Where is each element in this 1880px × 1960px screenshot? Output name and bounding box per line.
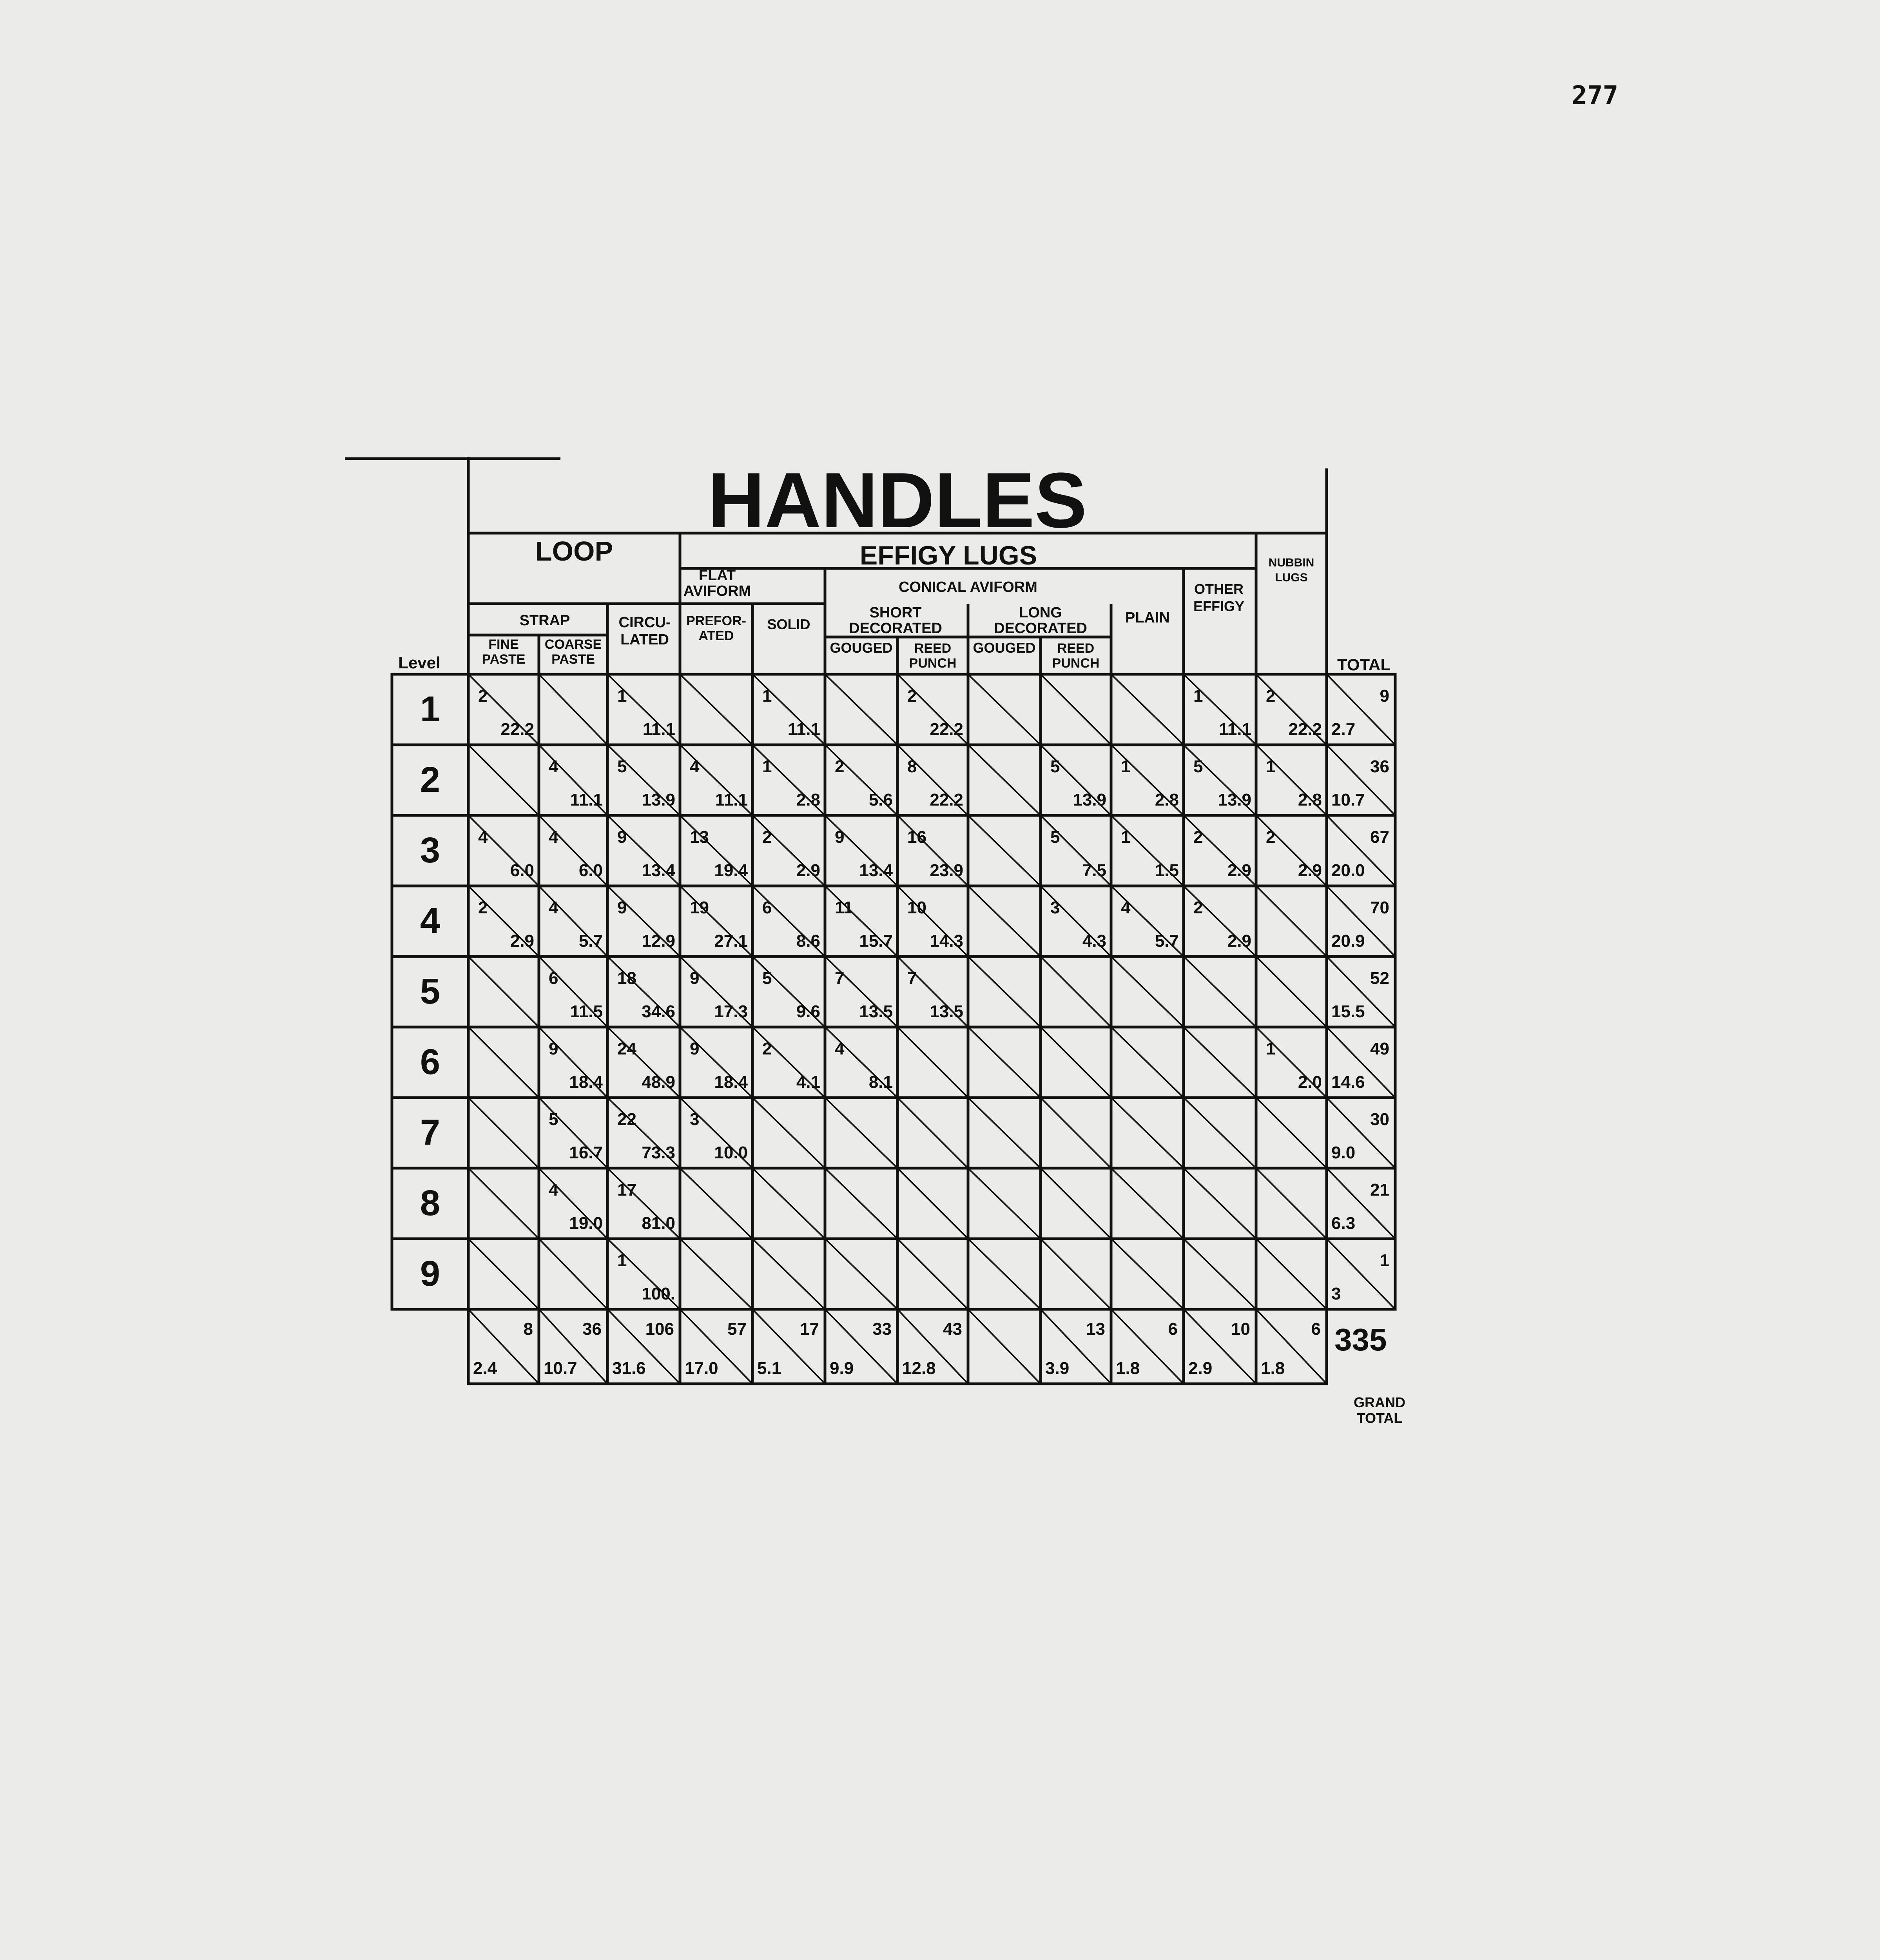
cell-diagonal [1111, 1098, 1184, 1168]
cell-diagonal [1256, 1168, 1327, 1239]
data-cell-count: 9 [690, 1039, 700, 1058]
column-label: COARSE [544, 637, 602, 652]
column-total-count: 8 [523, 1319, 533, 1339]
row-total-count: 49 [1370, 1039, 1389, 1058]
cell-diagonal [1184, 1027, 1256, 1098]
cell-diagonal [752, 1098, 825, 1168]
level-number: 2 [420, 760, 441, 800]
header-long-decorated: DECORATED [994, 620, 1087, 637]
column-total-percent: 2.9 [1188, 1359, 1213, 1378]
data-cell-percent: 2.0 [1298, 1073, 1322, 1092]
data-cell-count: 1 [1121, 828, 1131, 847]
column-total-percent: 17.0 [685, 1359, 718, 1378]
header-strap: STRAP [519, 612, 570, 629]
data-cell-count: 4 [835, 1039, 845, 1058]
data-cell-count: 2 [1266, 828, 1276, 847]
column-label: PASTE [551, 652, 595, 667]
level-number: 3 [420, 830, 441, 870]
cell-diagonal [1041, 1098, 1111, 1168]
cell-diagonal [897, 1027, 968, 1098]
column-total-count: 6 [1168, 1319, 1178, 1339]
cell-diagonal [968, 815, 1041, 886]
data-cell-percent: 13.5 [859, 1002, 893, 1021]
data-cell-percent: 11.1 [715, 790, 748, 809]
row-total-count: 30 [1370, 1110, 1389, 1129]
cell-diagonal [1111, 1168, 1184, 1239]
header-circulated: CIRCU- [618, 614, 671, 631]
column-total-count: 17 [800, 1319, 819, 1339]
data-cell-percent: 15.7 [859, 931, 893, 951]
data-cell-percent: 11.1 [642, 720, 675, 739]
data-cell-count: 2 [1266, 686, 1276, 706]
data-cell-percent: 2.8 [1298, 790, 1322, 809]
row-total-percent: 3 [1331, 1284, 1341, 1303]
data-cell-percent: 2.8 [1155, 790, 1179, 809]
data-cell-count: 9 [690, 969, 700, 988]
cell-diagonal [1111, 956, 1184, 1027]
data-cell-count: 5 [1050, 828, 1060, 847]
data-cell-count: 4 [549, 757, 558, 776]
cell-diagonal [680, 1168, 752, 1239]
column-total-count: 43 [943, 1319, 962, 1339]
data-cell-percent: 19.0 [569, 1214, 603, 1233]
column-total-percent: 3.9 [1045, 1359, 1070, 1378]
data-cell-count: 4 [549, 898, 558, 917]
data-cell-percent: 6.0 [578, 861, 603, 880]
data-cell-percent: 19.4 [714, 861, 748, 880]
cell-diagonal [825, 1239, 897, 1309]
data-cell-count: 2 [835, 757, 845, 776]
row-total-percent: 15.5 [1331, 1002, 1365, 1021]
data-cell-count: 6 [549, 969, 558, 988]
column-total-count: 6 [1311, 1319, 1321, 1339]
cell-diagonal [968, 1239, 1041, 1309]
column-total-count: 13 [1086, 1319, 1105, 1339]
data-cell-percent: 4.3 [1082, 931, 1106, 951]
data-cell-percent: 22.2 [1288, 720, 1322, 739]
data-cell-percent: 81.0 [642, 1214, 675, 1233]
data-cell-percent: 2.9 [1227, 931, 1251, 951]
row-total-percent: 14.6 [1331, 1073, 1365, 1092]
data-cell-percent: 8.6 [796, 931, 820, 951]
data-cell-count: 4 [690, 757, 700, 776]
data-cell-count: 7 [907, 969, 917, 988]
level-number: 9 [420, 1254, 441, 1294]
cell-diagonal [468, 956, 539, 1027]
column-label: PUNCH [909, 656, 957, 671]
cell-diagonal [468, 1098, 539, 1168]
data-cell-count: 5 [1050, 757, 1060, 776]
data-cell-count: 5 [617, 757, 627, 776]
cell-diagonal [1111, 674, 1184, 745]
column-total-count: 106 [645, 1319, 674, 1339]
data-cell-count: 9 [617, 828, 627, 847]
data-cell-count: 2 [907, 686, 917, 706]
cell-diagonal [1184, 956, 1256, 1027]
data-cell-percent: 22.2 [930, 720, 963, 739]
header-plain: PLAIN [1125, 610, 1170, 626]
row-total-percent: 10.7 [1331, 790, 1365, 809]
data-cell-count: 1 [762, 686, 772, 706]
column-label: GOUGED [830, 640, 893, 656]
level-number: 6 [420, 1042, 441, 1082]
data-cell-percent: 18.4 [714, 1073, 748, 1092]
row-total-count: 67 [1370, 828, 1389, 847]
data-cell-count: 1 [1266, 1039, 1276, 1058]
cell-diagonal [825, 1168, 897, 1239]
data-cell-percent: 2.9 [796, 861, 820, 880]
cell-diagonal [968, 1309, 1041, 1384]
row-total-percent: 20.0 [1331, 861, 1365, 880]
row-total-count: 1 [1380, 1251, 1389, 1270]
data-cell-count: 9 [549, 1039, 558, 1058]
data-cell-percent: 6.0 [510, 861, 534, 880]
column-total-percent: 12.8 [902, 1359, 936, 1378]
data-cell-count: 18 [617, 969, 636, 988]
header-circulated: LATED [620, 632, 669, 648]
data-cell-percent: 48.9 [642, 1073, 675, 1092]
data-cell-percent: 73.3 [642, 1143, 675, 1162]
row-total-count: 9 [1380, 686, 1389, 706]
data-cell-count: 4 [1121, 898, 1131, 917]
row-total-count: 52 [1370, 969, 1389, 988]
data-cell-count: 7 [835, 969, 845, 988]
header-grand-total: TOTAL [1356, 1410, 1403, 1426]
cell-diagonal [968, 1098, 1041, 1168]
data-cell-percent: 27.1 [714, 931, 748, 951]
cell-diagonal [1184, 1168, 1256, 1239]
cell-diagonal [539, 674, 607, 745]
data-cell-percent: 23.9 [930, 861, 963, 880]
data-cell-percent: 1.5 [1155, 861, 1179, 880]
data-cell-count: 4 [549, 828, 558, 847]
row-total-count: 70 [1370, 898, 1389, 917]
header-flat-aviform: AVIFORM [683, 583, 751, 599]
row-total-percent: 2.7 [1331, 720, 1356, 739]
cell-diagonal [1184, 1239, 1256, 1309]
data-cell-percent: 5.7 [578, 931, 603, 951]
data-cell-count: 1 [617, 1251, 627, 1270]
column-total-count: 36 [582, 1319, 602, 1339]
column-label: SOLID [767, 616, 810, 632]
header-nubbin-lugs: LUGS [1275, 571, 1308, 584]
column-total-count: 57 [727, 1319, 747, 1339]
data-cell-count: 6 [762, 898, 772, 917]
row-total-percent: 9.0 [1331, 1143, 1356, 1162]
data-cell-percent: 8.1 [868, 1073, 893, 1092]
cell-diagonal [968, 745, 1041, 815]
data-cell-percent: 13.5 [930, 1002, 963, 1021]
cell-diagonal [1256, 886, 1327, 956]
data-cell-percent: 5.6 [868, 790, 893, 809]
data-cell-count: 5 [1193, 757, 1203, 776]
data-cell-percent: 34.6 [642, 1002, 675, 1021]
cell-diagonal [1111, 1027, 1184, 1098]
row-total-count: 21 [1370, 1180, 1389, 1200]
cell-diagonal [468, 1027, 539, 1098]
cell-diagonal [897, 1239, 968, 1309]
header-long-decorated: LONG [1019, 604, 1062, 621]
cell-diagonal [897, 1168, 968, 1239]
header-grand-total: GRAND [1354, 1394, 1405, 1410]
cell-diagonal [1256, 1239, 1327, 1309]
cell-diagonal [1041, 674, 1111, 745]
data-cell-count: 2 [1193, 828, 1203, 847]
column-label: PASTE [482, 652, 526, 667]
header-short-decorated: DECORATED [849, 620, 942, 637]
column-label: PREFOR- [686, 613, 746, 628]
cell-diagonal [968, 674, 1041, 745]
column-total-count: 10 [1231, 1319, 1250, 1339]
level-number: 8 [420, 1183, 441, 1223]
data-cell-count: 19 [690, 898, 709, 917]
level-number: 4 [420, 901, 441, 941]
table-title: HANDLES [708, 457, 1087, 544]
data-cell-count: 2 [762, 1039, 772, 1058]
data-cell-percent: 13.9 [642, 790, 675, 809]
column-total-percent: 9.9 [830, 1359, 854, 1378]
column-label: REED [1057, 641, 1095, 656]
grand-total-value: 335 [1334, 1322, 1387, 1357]
column-total-percent: 1.8 [1261, 1359, 1285, 1378]
column-total-count: 33 [872, 1319, 892, 1339]
cell-diagonal [1041, 1168, 1111, 1239]
cell-diagonal [468, 1239, 539, 1309]
cell-diagonal [680, 1239, 752, 1309]
data-cell-count: 2 [1193, 898, 1203, 917]
cell-diagonal [468, 745, 539, 815]
data-cell-percent: 5.7 [1155, 931, 1179, 951]
cell-diagonal [752, 1239, 825, 1309]
cell-diagonal [752, 1168, 825, 1239]
data-cell-percent: 7.5 [1082, 861, 1106, 880]
data-cell-count: 5 [762, 969, 772, 988]
data-cell-percent: 22.2 [500, 720, 534, 739]
column-total-percent: 31.6 [612, 1359, 646, 1378]
cell-diagonal [968, 1027, 1041, 1098]
data-cell-count: 5 [549, 1110, 558, 1129]
cell-diagonal [897, 1098, 968, 1168]
data-cell-percent: 100. [642, 1284, 675, 1303]
data-cell-percent: 11.1 [1218, 720, 1251, 739]
column-total-percent: 2.4 [473, 1359, 497, 1378]
data-cell-count: 22 [617, 1110, 636, 1129]
row-total-percent: 6.3 [1331, 1214, 1356, 1233]
header-flat-aviform: FLAT [698, 567, 736, 584]
header-other-effigy: EFFIGY [1193, 598, 1245, 614]
column-label: GOUGED [973, 640, 1036, 656]
header-short-decorated: SHORT [869, 604, 922, 621]
header-level: Level [398, 653, 441, 672]
data-cell-count: 4 [549, 1180, 558, 1200]
data-cell-percent: 9.6 [796, 1002, 820, 1021]
data-cell-count: 9 [617, 898, 627, 917]
column-total-percent: 1.8 [1116, 1359, 1140, 1378]
data-cell-percent: 13.9 [1073, 790, 1106, 809]
data-cell-count: 10 [907, 898, 926, 917]
cell-diagonal [968, 1168, 1041, 1239]
data-cell-count: 3 [1050, 898, 1060, 917]
cell-diagonal [1041, 1027, 1111, 1098]
data-cell-count: 1 [617, 686, 627, 706]
data-cell-percent: 13.4 [642, 861, 675, 880]
cell-diagonal [968, 886, 1041, 956]
column-label: REED [914, 641, 952, 656]
data-cell-percent: 22.2 [930, 790, 963, 809]
data-cell-count: 2 [762, 828, 772, 847]
header-other-effigy: OTHER [1194, 581, 1244, 597]
cell-diagonal [1111, 1239, 1184, 1309]
data-cell-count: 8 [907, 757, 917, 776]
data-cell-percent: 16.7 [569, 1143, 603, 1162]
header-nubbin-lugs: NUBBIN [1268, 556, 1314, 569]
data-cell-percent: 11.1 [570, 790, 603, 809]
data-cell-percent: 13.9 [1218, 790, 1251, 809]
header-total: TOTAL [1337, 655, 1391, 674]
data-cell-count: 24 [617, 1039, 636, 1058]
cell-diagonal [1184, 1098, 1256, 1168]
data-cell-percent: 4.1 [796, 1073, 820, 1092]
data-cell-percent: 2.9 [1298, 861, 1322, 880]
data-cell-percent: 12.9 [642, 931, 675, 951]
level-number: 1 [420, 689, 441, 729]
data-cell-count: 13 [690, 828, 709, 847]
column-label: PUNCH [1052, 656, 1100, 671]
data-cell-percent: 2.8 [796, 790, 820, 809]
column-label: ATED [698, 628, 734, 643]
data-cell-count: 3 [690, 1110, 700, 1129]
data-cell-count: 9 [835, 828, 845, 847]
data-cell-count: 2 [478, 686, 488, 706]
data-cell-percent: 14.3 [930, 931, 963, 951]
table-body-frame [392, 674, 1327, 1309]
data-cell-percent: 2.9 [510, 931, 534, 951]
cell-diagonal [468, 1168, 539, 1239]
data-cell-count: 17 [617, 1180, 636, 1200]
data-cell-percent: 2.9 [1227, 861, 1251, 880]
cell-diagonal [539, 1239, 607, 1309]
row-total-count: 36 [1370, 757, 1389, 776]
header-conical-aviform: CONICAL AVIFORM [899, 579, 1037, 595]
cell-diagonal [968, 956, 1041, 1027]
data-cell-percent: 13.4 [859, 861, 893, 880]
level-number: 5 [420, 971, 441, 1011]
level-number: 7 [420, 1112, 441, 1152]
row-total-percent: 20.9 [1331, 931, 1365, 951]
page-number: 277 [1572, 80, 1619, 111]
cell-diagonal [680, 674, 752, 745]
data-cell-count: 16 [907, 828, 926, 847]
data-cell-count: 1 [1121, 757, 1131, 776]
column-label: FINE [488, 637, 519, 652]
data-cell-count: 11 [835, 898, 853, 917]
column-total-percent: 10.7 [544, 1359, 577, 1378]
data-cell-percent: 11.1 [787, 720, 820, 739]
header-effigy-lugs: EFFIGY LUGS [859, 541, 1037, 570]
data-cell-percent: 10.0 [714, 1143, 748, 1162]
data-cell-count: 1 [762, 757, 772, 776]
cell-diagonal [825, 1098, 897, 1168]
data-cell-count: 2 [478, 898, 488, 917]
cell-diagonal [1256, 956, 1327, 1027]
data-cell-count: 1 [1266, 757, 1276, 776]
cell-diagonal [1041, 1239, 1111, 1309]
data-cell-percent: 11.5 [570, 1002, 603, 1021]
data-cell-count: 4 [478, 828, 488, 847]
cell-diagonal [825, 674, 897, 745]
data-cell-percent: 17.3 [714, 1002, 748, 1021]
cell-diagonal [1041, 956, 1111, 1027]
header-loop: LOOP [535, 536, 613, 566]
data-cell-count: 1 [1193, 686, 1203, 706]
column-total-percent: 5.1 [757, 1359, 781, 1378]
cell-diagonal [1256, 1098, 1327, 1168]
data-cell-percent: 18.4 [569, 1073, 603, 1092]
